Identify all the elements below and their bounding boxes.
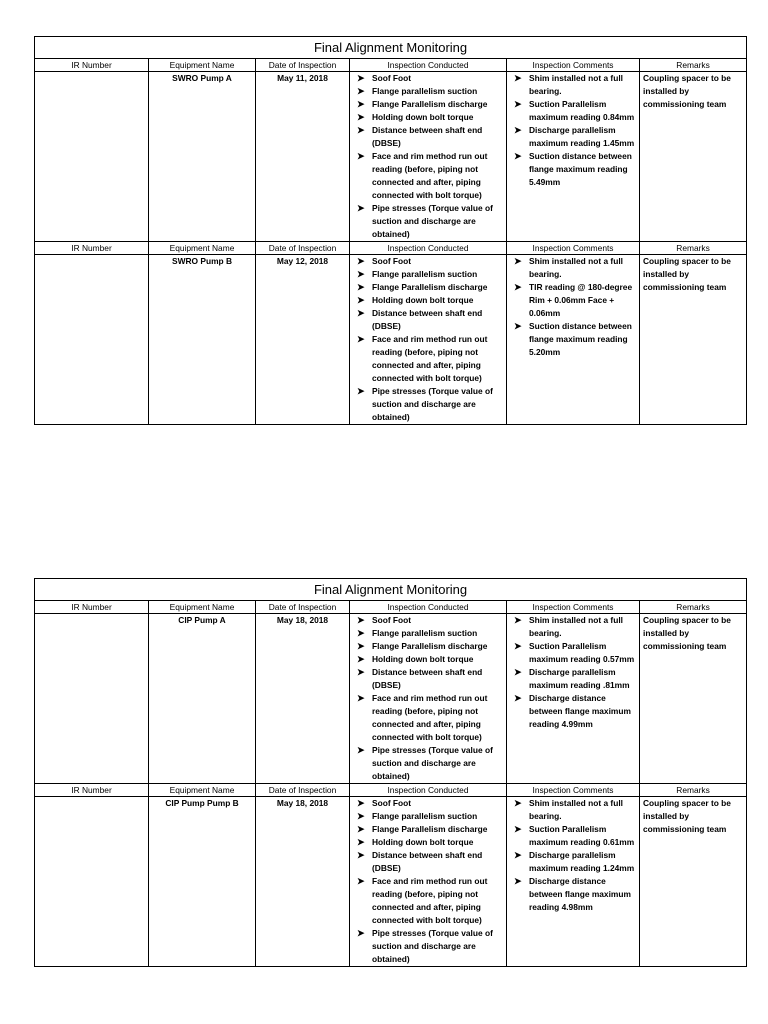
arrowhead-bullet-icon: ➤ bbox=[357, 73, 365, 83]
column-header: Equipment Name bbox=[149, 601, 256, 614]
equipment-name-cell: SWRO Pump A bbox=[149, 72, 256, 242]
arrowhead-bullet-icon: ➤ bbox=[357, 615, 365, 625]
arrowhead-bullet-icon: ➤ bbox=[357, 811, 365, 821]
list-item bbox=[353, 640, 503, 653]
list-item-text: Suction distance between flange maximum reading 5.49mm bbox=[529, 151, 632, 187]
arrowhead-bullet-icon: ➤ bbox=[514, 850, 522, 860]
list-item bbox=[353, 875, 503, 927]
inspection-comments-cell bbox=[507, 255, 640, 425]
arrowhead-bullet-icon: ➤ bbox=[357, 745, 365, 755]
column-header: IR Number bbox=[35, 784, 149, 797]
list-item-text: TIR reading @ 180-degree Rim + 0.06mm Face + 0.06mm bbox=[529, 282, 633, 318]
table-title: Final Alignment Monitoring bbox=[35, 37, 747, 59]
arrowhead-bullet-icon: ➤ bbox=[357, 282, 365, 292]
list-item bbox=[353, 281, 503, 294]
list-item-text: Discharge distance between flange maximum reading 4.98mm bbox=[529, 876, 631, 912]
list-item-text: Discharge distance between flange maximum reading 4.99mm bbox=[529, 693, 631, 729]
list-item-text: Shim installed not a full bearing. bbox=[529, 798, 623, 821]
arrowhead-bullet-icon: ➤ bbox=[357, 86, 365, 96]
list-item bbox=[353, 307, 503, 333]
list-item-text: Pipe stresses (Torque value of suction and discharge are obtained) bbox=[372, 928, 493, 964]
list-item-text: Suction Parallelism maximum reading 0.57mm bbox=[529, 641, 635, 664]
list-item-text: Discharge parallelism maximum reading 1.45mm bbox=[529, 125, 635, 148]
list-item-text: Flange parallelism suction bbox=[372, 628, 478, 638]
arrowhead-bullet-icon: ➤ bbox=[357, 256, 365, 266]
column-header: Date of Inspection bbox=[256, 59, 350, 72]
list-item bbox=[510, 666, 636, 692]
list-item-text: Soof Foot bbox=[372, 73, 412, 83]
list-item-text: Shim installed not a full bearing. bbox=[529, 256, 623, 279]
list-item-text: Pipe stresses (Torque value of suction and discharge are obtained) bbox=[372, 203, 493, 239]
arrowhead-bullet-icon: ➤ bbox=[514, 73, 522, 83]
list-item bbox=[353, 72, 503, 85]
list-item bbox=[510, 255, 636, 281]
arrowhead-bullet-icon: ➤ bbox=[357, 837, 365, 847]
list-item-text: Holding down bolt torque bbox=[372, 837, 474, 847]
list-item-text: Flange Parallelism discharge bbox=[372, 824, 488, 834]
column-header: Equipment Name bbox=[149, 784, 256, 797]
list-item-text: Distance between shaft end (DBSE) bbox=[372, 850, 483, 873]
inspection-conducted-cell bbox=[350, 72, 507, 242]
column-header: Inspection Comments bbox=[507, 59, 640, 72]
table-row bbox=[35, 797, 747, 967]
list-item bbox=[510, 692, 636, 731]
inspection-conducted-cell bbox=[350, 255, 507, 425]
column-header: Date of Inspection bbox=[256, 601, 350, 614]
list-item bbox=[353, 111, 503, 124]
column-header: Inspection Comments bbox=[507, 784, 640, 797]
list-item-text: Suction distance between flange maximum reading 5.20mm bbox=[529, 321, 632, 357]
column-header: Equipment Name bbox=[149, 59, 256, 72]
list-item bbox=[510, 98, 636, 124]
inspection-conducted-cell bbox=[350, 797, 507, 967]
list-item-text: Soof Foot bbox=[372, 615, 412, 625]
column-header: Date of Inspection bbox=[256, 242, 350, 255]
title-row bbox=[35, 37, 747, 59]
list-item bbox=[353, 797, 503, 810]
header-row bbox=[35, 784, 747, 797]
arrowhead-bullet-icon: ➤ bbox=[357, 654, 365, 664]
list-item bbox=[510, 320, 636, 359]
list-item-text: Distance between shaft end (DBSE) bbox=[372, 667, 483, 690]
ir-number-cell bbox=[35, 255, 149, 425]
arrowhead-bullet-icon: ➤ bbox=[357, 99, 365, 109]
arrowhead-bullet-icon: ➤ bbox=[357, 295, 365, 305]
arrowhead-bullet-icon: ➤ bbox=[514, 641, 522, 651]
list-item-text: Flange Parallelism discharge bbox=[372, 641, 488, 651]
remarks-cell: Coupling spacer to be installed by commissioning team bbox=[640, 797, 747, 967]
table-row bbox=[35, 614, 747, 784]
arrowhead-bullet-icon: ➤ bbox=[357, 928, 365, 938]
column-header: Remarks bbox=[640, 59, 747, 72]
list-item bbox=[353, 627, 503, 640]
list-item-text: Flange Parallelism discharge bbox=[372, 99, 488, 109]
inspection-comments-cell bbox=[507, 72, 640, 242]
column-header: Inspection Conducted bbox=[350, 784, 507, 797]
list-item-text: Discharge parallelism maximum reading 1.24mm bbox=[529, 850, 635, 873]
list-item-text: Soof Foot bbox=[372, 256, 412, 266]
arrowhead-bullet-icon: ➤ bbox=[357, 203, 365, 213]
arrowhead-bullet-icon: ➤ bbox=[357, 308, 365, 318]
inspection-conducted-list bbox=[353, 797, 503, 966]
list-item-text: Distance between shaft end (DBSE) bbox=[372, 125, 483, 148]
list-item bbox=[353, 124, 503, 150]
inspection-comments-cell bbox=[507, 797, 640, 967]
inspection-conducted-list bbox=[353, 255, 503, 424]
list-item bbox=[353, 653, 503, 666]
list-item bbox=[353, 294, 503, 307]
inspection-conducted-cell bbox=[350, 614, 507, 784]
list-item-text: Distance between shaft end (DBSE) bbox=[372, 308, 483, 331]
list-item bbox=[510, 797, 636, 823]
remarks-cell: Coupling spacer to be installed by commissioning team bbox=[640, 614, 747, 784]
arrowhead-bullet-icon: ➤ bbox=[357, 334, 365, 344]
column-header: Inspection Conducted bbox=[350, 242, 507, 255]
list-item-text: Holding down bolt torque bbox=[372, 112, 474, 122]
list-item bbox=[353, 85, 503, 98]
list-item bbox=[510, 150, 636, 189]
list-item bbox=[510, 281, 636, 320]
list-item bbox=[353, 692, 503, 744]
arrowhead-bullet-icon: ➤ bbox=[514, 798, 522, 808]
header-row bbox=[35, 601, 747, 614]
inspection-comments-list bbox=[510, 255, 636, 359]
list-item bbox=[510, 614, 636, 640]
list-item-text: Face and rim method run out reading (before, piping not connected and after, piping connected with bolt torque) bbox=[372, 876, 488, 925]
inspection-comments-list bbox=[510, 797, 636, 914]
column-header: IR Number bbox=[35, 242, 149, 255]
alignment-table bbox=[34, 36, 747, 425]
arrowhead-bullet-icon: ➤ bbox=[357, 112, 365, 122]
list-item bbox=[353, 255, 503, 268]
list-item bbox=[353, 268, 503, 281]
list-item bbox=[510, 823, 636, 849]
column-header: Remarks bbox=[640, 242, 747, 255]
column-header: Remarks bbox=[640, 601, 747, 614]
inspection-comments-list bbox=[510, 614, 636, 731]
arrowhead-bullet-icon: ➤ bbox=[357, 269, 365, 279]
arrowhead-bullet-icon: ➤ bbox=[514, 615, 522, 625]
inspection-date-cell: May 18, 2018 bbox=[256, 797, 350, 967]
list-item-text: Holding down bolt torque bbox=[372, 654, 474, 664]
arrowhead-bullet-icon: ➤ bbox=[357, 667, 365, 677]
inspection-date-cell: May 12, 2018 bbox=[256, 255, 350, 425]
arrowhead-bullet-icon: ➤ bbox=[514, 321, 522, 331]
arrowhead-bullet-icon: ➤ bbox=[357, 125, 365, 135]
remarks-cell: Coupling spacer to be installed by commissioning team bbox=[640, 72, 747, 242]
list-item-text: Flange parallelism suction bbox=[372, 269, 478, 279]
inspection-date-cell: May 11, 2018 bbox=[256, 72, 350, 242]
table-row bbox=[35, 72, 747, 242]
inspection-date-cell: May 18, 2018 bbox=[256, 614, 350, 784]
alignment-table bbox=[34, 578, 747, 967]
list-item-text: Suction Parallelism maximum reading 0.84mm bbox=[529, 99, 635, 122]
list-item-text: Flange parallelism suction bbox=[372, 811, 478, 821]
list-item bbox=[353, 823, 503, 836]
list-item bbox=[353, 385, 503, 424]
arrowhead-bullet-icon: ➤ bbox=[514, 256, 522, 266]
list-item bbox=[353, 810, 503, 823]
column-header: Inspection Comments bbox=[507, 242, 640, 255]
arrowhead-bullet-icon: ➤ bbox=[357, 850, 365, 860]
ir-number-cell bbox=[35, 614, 149, 784]
arrowhead-bullet-icon: ➤ bbox=[357, 693, 365, 703]
list-item bbox=[353, 927, 503, 966]
arrowhead-bullet-icon: ➤ bbox=[514, 282, 522, 292]
inspection-conducted-list bbox=[353, 72, 503, 241]
column-header: Inspection Comments bbox=[507, 601, 640, 614]
list-item bbox=[510, 124, 636, 150]
list-item bbox=[510, 875, 636, 914]
column-header: Inspection Conducted bbox=[350, 601, 507, 614]
list-item-text: Face and rim method run out reading (before, piping not connected and after, piping connected with bolt torque) bbox=[372, 151, 488, 200]
list-item-text: Flange Parallelism discharge bbox=[372, 282, 488, 292]
equipment-name-cell: SWRO Pump B bbox=[149, 255, 256, 425]
arrowhead-bullet-icon: ➤ bbox=[514, 667, 522, 677]
column-header: Inspection Conducted bbox=[350, 59, 507, 72]
list-item bbox=[353, 150, 503, 202]
list-item-text: Pipe stresses (Torque value of suction and discharge are obtained) bbox=[372, 386, 493, 422]
header-row bbox=[35, 59, 747, 72]
arrowhead-bullet-icon: ➤ bbox=[514, 693, 522, 703]
arrowhead-bullet-icon: ➤ bbox=[357, 628, 365, 638]
arrowhead-bullet-icon: ➤ bbox=[514, 125, 522, 135]
table-title: Final Alignment Monitoring bbox=[35, 579, 747, 601]
list-item bbox=[353, 744, 503, 783]
arrowhead-bullet-icon: ➤ bbox=[357, 876, 365, 886]
list-item-text: Face and rim method run out reading (before, piping not connected and after, piping connected with bolt torque) bbox=[372, 693, 488, 742]
column-header: Date of Inspection bbox=[256, 784, 350, 797]
list-item-text: Holding down bolt torque bbox=[372, 295, 474, 305]
arrowhead-bullet-icon: ➤ bbox=[514, 151, 522, 161]
column-header: Equipment Name bbox=[149, 242, 256, 255]
arrowhead-bullet-icon: ➤ bbox=[357, 824, 365, 834]
list-item-text: Flange parallelism suction bbox=[372, 86, 478, 96]
arrowhead-bullet-icon: ➤ bbox=[514, 824, 522, 834]
header-row bbox=[35, 242, 747, 255]
arrowhead-bullet-icon: ➤ bbox=[357, 641, 365, 651]
column-header: Remarks bbox=[640, 784, 747, 797]
list-item bbox=[510, 72, 636, 98]
arrowhead-bullet-icon: ➤ bbox=[514, 876, 522, 886]
list-item-text: Shim installed not a full bearing. bbox=[529, 615, 623, 638]
list-item bbox=[353, 849, 503, 875]
arrowhead-bullet-icon: ➤ bbox=[357, 151, 365, 161]
list-item bbox=[353, 333, 503, 385]
list-item bbox=[353, 202, 503, 241]
equipment-name-cell: CIP Pump A bbox=[149, 614, 256, 784]
list-item bbox=[510, 640, 636, 666]
inspection-comments-cell bbox=[507, 614, 640, 784]
list-item-text: Face and rim method run out reading (before, piping not connected and after, piping connected with bolt torque) bbox=[372, 334, 488, 383]
list-item bbox=[510, 849, 636, 875]
list-item bbox=[353, 836, 503, 849]
equipment-name-cell: CIP Pump Pump B bbox=[149, 797, 256, 967]
arrowhead-bullet-icon: ➤ bbox=[514, 99, 522, 109]
list-item-text: Discharge parallelism maximum reading .81mm bbox=[529, 667, 630, 690]
column-header: IR Number bbox=[35, 601, 149, 614]
arrowhead-bullet-icon: ➤ bbox=[357, 798, 365, 808]
title-row bbox=[35, 579, 747, 601]
table-row bbox=[35, 255, 747, 425]
list-item-text: Shim installed not a full bearing. bbox=[529, 73, 623, 96]
ir-number-cell bbox=[35, 797, 149, 967]
inspection-comments-list bbox=[510, 72, 636, 189]
list-item-text: Soof Foot bbox=[372, 798, 412, 808]
list-item bbox=[353, 98, 503, 111]
list-item bbox=[353, 666, 503, 692]
arrowhead-bullet-icon: ➤ bbox=[357, 386, 365, 396]
remarks-cell: Coupling spacer to be installed by commissioning team bbox=[640, 255, 747, 425]
column-header: IR Number bbox=[35, 59, 149, 72]
ir-number-cell bbox=[35, 72, 149, 242]
list-item-text: Suction Parallelism maximum reading 0.61mm bbox=[529, 824, 635, 847]
inspection-conducted-list bbox=[353, 614, 503, 783]
list-item bbox=[353, 614, 503, 627]
list-item-text: Pipe stresses (Torque value of suction and discharge are obtained) bbox=[372, 745, 493, 781]
